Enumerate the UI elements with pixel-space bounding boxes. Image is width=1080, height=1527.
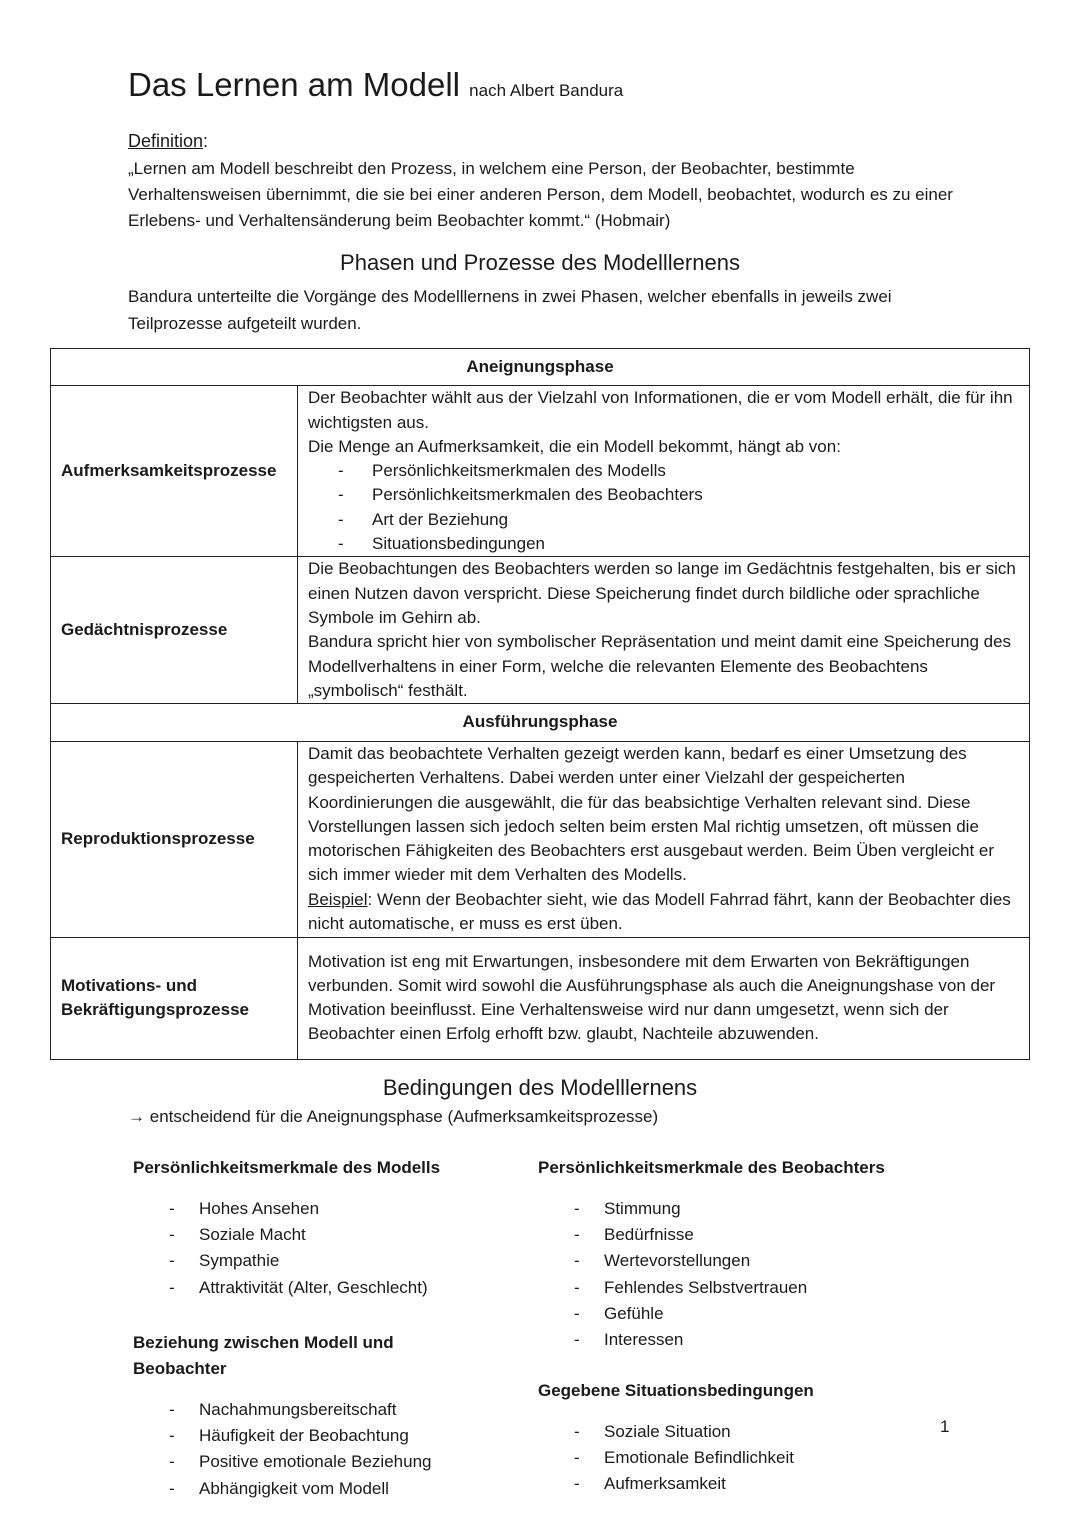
definition-label: Definition [128,131,204,151]
row-label-motivation [51,937,298,1059]
row-content-gedaechtnis [298,557,1030,704]
row-text: Die Beobachtungen des Beobachters werden so lange im Gedächtnis festgehalten, bis er sich einen Nutzen davon verspricht. Diese Speicherung findet durch bildliche oder sprachliche Symbole im Gehirn ab. [308,559,1016,628]
relation-section [133,1330,431,1502]
situation-list [538,1419,814,1498]
phases-intro: Bandura unterteilte die Vorgänge des Modelllernens in zwei Phasen, welcher ebenfalls in jeweils zwei Teilprozesse aufgeteilt wurden. [128,287,892,333]
list-item: - Art der Beziehung [338,508,1019,532]
definition-colon: : [203,131,209,151]
phase-header-ausfuehrung: Ausführungsphase [51,704,1030,741]
table-header-row [51,704,1030,741]
list-item: - Stimmung [574,1196,885,1222]
model-traits-list [133,1196,440,1301]
row-text: Damit das beobachtete Verhalten gezeigt werden kann, bedarf es einer Umsetzung des gespeicherten Verhaltens. Dabei werden unter einer Vielzahl der gespeicherten Koordinierungen die ausgewählt, die für das beabsichtige Verhalten relevant sind. Diese Vorstellungen lassen sich jedoch selten beim ersten Mal richtig umsetzen, oft müssen die motorischen Fähigkeiten des Beobachters erst ausgebaut werden. Beim Üben vergleicht er sich immer wieder mit dem Verhalten des Modells. [308,743,995,885]
example-colon: : [367,889,373,909]
row-content-aufmerksamkeit [298,386,1030,557]
table-header-row [51,349,1030,386]
list-item: - Häufigkeit der Beobachtung [169,1423,431,1449]
row-example [308,888,1019,937]
arrow-right-icon: → [128,1107,145,1126]
list-item: - Emotionale Befindlichkeit [574,1445,814,1471]
phases-heading: Phasen und Prozesse des Modelllernens [340,250,740,275]
row-text: Motivation ist eng mit Erwartungen, insbesondere mit dem Erwarten von Bekräftigungen verbunden. Somit wird sowohl die Ausführungsphase als auch die Aneignungshase von der Motivation beeinflusst. Eine Verhaltensweise wird nur dann umgesetzt, wenn sich der Beobachter einen Erfolg erhofft bzw. glaubt, Nachteile abzuwenden. [308,951,996,1044]
row-content-motivation [298,937,1030,1059]
list-item: - Fehlendes Selbstvertrauen [574,1275,885,1301]
list-item: - Situationsbedingungen [338,532,1019,556]
row-text: Der Beobachter wählt aus der Vielzahl von Informationen, die er vom Modell erhält, die für ihn wichtigsten aus. [308,388,1013,432]
row-text: Bandura spricht hier von symbolischer Repräsentation und meint damit eine Speicherung des Modellverhaltens in einer Form, welche die relevanten Elemente des Beobachtens „symbolisch“ festhält. [308,632,1012,700]
row-label-gedaechtnis: Gedächtnisprozesse [51,557,298,704]
section-title-line: Beobachter [133,1359,227,1378]
page-number: 1 [940,1417,950,1436]
page-title-sub: nach Albert Bandura [469,81,624,100]
list-item: - Aufmerksamkeit [574,1471,814,1497]
definition-text: „Lernen am Modell beschreibt den Prozess, in welchem eine Person, der Beobachter, bestimmte Verhaltensweisen übernimmt, die sie bei einer anderen Person, dem Modell, beobachtet, wodurch es zu einer Erlebens- und Verhaltensänderung beim Beobachter kommt.“ (Hobmair) [128,159,953,230]
relation-list [133,1397,431,1502]
list-item: - Soziale Macht [169,1222,440,1248]
row-label-line: Motivations- und [61,975,197,995]
example-text: Wenn der Beobachter sieht, wie das Modell Fahrrad fährt, kann der Beobachter dies nicht automatische, er muss es erst üben. [308,889,1011,934]
row-label-line: Bekräftigungsprozesse [61,1000,249,1020]
list-item: - Wertevorstellungen [574,1248,885,1274]
conditions-note-text: entscheidend für die Aneignungsphase (Aufmerksamkeitsprozesse) [149,1107,659,1126]
list-item: - Soziale Situation [574,1419,814,1445]
section-title: Persönlichkeitsmerkmale des Modells [133,1158,441,1177]
section-title [133,1330,431,1382]
table-row [51,557,1030,704]
definition-label-wrap [128,131,208,152]
list-item: - Persönlichkeitsmerkmalen des Modells [338,459,1019,483]
conditions-note [128,1107,658,1127]
row-label-aufmerksamkeit: Aufmerksamkeitsprozesse [51,386,298,557]
list-item: - Interessen [574,1327,885,1353]
phases-table [50,348,1030,1060]
list-item: - Sympathie [169,1248,440,1274]
section-title: Gegebene Situationsbedingungen [538,1381,814,1400]
list-item: - Persönlichkeitsmerkmalen des Beobachters [338,483,1019,507]
list-item: - Bedürfnisse [574,1222,885,1248]
situation-section [538,1378,814,1498]
list-item: - Gefühle [574,1301,885,1327]
attention-factors-list [308,459,1019,556]
section-title-line: Beziehung zwischen Modell und [133,1333,394,1352]
example-label: Beispiel [308,889,368,909]
table-row [51,937,1030,1059]
phase-header-aneignung: Aneignungsphase [51,349,1030,386]
table-row [51,741,1030,937]
conditions-heading: Bedingungen des Modelllernens [382,1075,698,1100]
row-label-reproduktion: Reproduktionsprozesse [51,741,298,937]
observer-traits-list [538,1196,885,1353]
page-title-main: Das Lernen am Modell [128,66,460,103]
section-title: Persönlichkeitsmerkmale des Beobachters [538,1158,885,1177]
model-traits-section [133,1155,440,1301]
list-item: - Abhängigkeit vom Modell [169,1476,431,1502]
list-item: - Attraktivität (Alter, Geschlecht) [169,1275,440,1301]
list-item: - Nachahmungsbereitschaft [169,1397,431,1423]
list-item: - Hohes Ansehen [169,1196,440,1222]
page-title [128,66,623,104]
row-content-reproduktion [298,741,1030,937]
list-item: - Positive emotionale Beziehung [169,1449,431,1475]
observer-traits-section [538,1155,885,1353]
table-row [51,386,1030,557]
row-text: Die Menge an Aufmerksamkeit, die ein Modell bekommt, hängt ab von: [308,436,841,456]
